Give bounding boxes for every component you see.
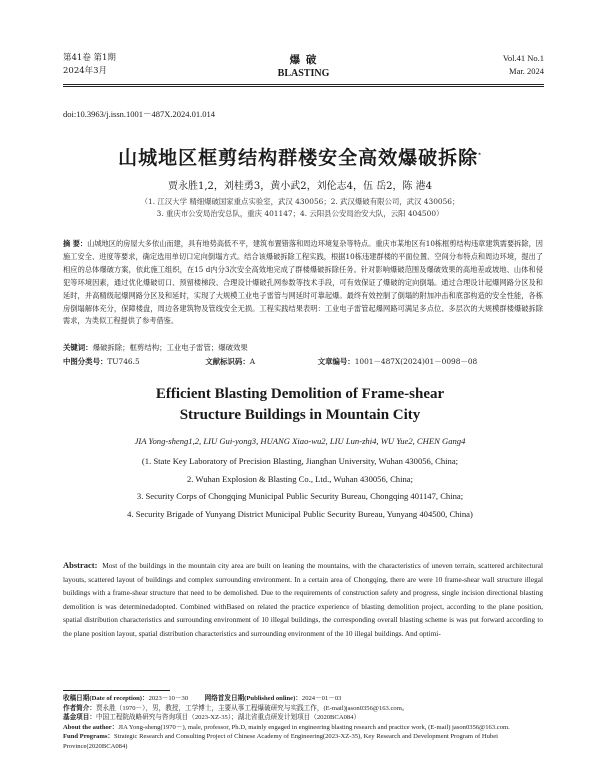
clc-label: 中图分类号： xyxy=(63,357,108,366)
fund-cn-text: 中国工程院战略研究与咨询项目（2023-XZ-35）；湖北省重点研发计划项目（2020BCA084） xyxy=(95,714,361,722)
title-en-line-2: Structure Buildings in Mountain City xyxy=(179,407,421,423)
authors-cn: 贾永胜1,2，刘桂勇3，黄小武2，刘伦志4，伍 岳2，陈 港4 xyxy=(167,181,433,192)
abstract-cn-label: 摘 要： xyxy=(63,239,88,248)
footnote-about-author xyxy=(63,723,543,733)
fund-en-label: Fund Programs： xyxy=(63,733,114,741)
journal-name-en: BLASTING xyxy=(277,68,330,79)
volume-cn: 第41卷 第1期 xyxy=(63,53,116,63)
keywords-cn xyxy=(63,342,543,353)
affiliations-en xyxy=(40,453,560,523)
classification-cn xyxy=(63,356,543,367)
fund-cn-label: 基金项目： xyxy=(63,714,96,722)
about-author-label: About the author： xyxy=(63,723,119,731)
title-en-line-1: Efficient Blasting Demolition of Frame-shear xyxy=(155,386,445,402)
online-date: 2024－01－03 xyxy=(301,695,342,702)
footnote-dates xyxy=(63,694,543,704)
abstract-en xyxy=(63,559,543,641)
abstract-cn-text: 山城地区的房屋大多依山而建，具有地势高低不平，建筑布置错落和周边环境复杂等特点。重庆市某地区有10栋框剪结构违章建筑需要拆除，因施工安全、进度等要求，确定选用单切口定向倒塌方式。结合该爆破拆除工程实践，根据10栋违建群楼的平面位置、空间分布特点和周边环境，提出了相应的总体爆破方案，依此施工组织，在15 d内分3次安全高效地完成了群楼爆破拆除任务。针对影响爆破范围及爆破效果的高地差或坡地、山体和侵犯等环境因素，通过优化爆破切口、预留楼梯段、合理设计爆破孔网参数等技术手段，可有效保证了爆破的定向倒塌。通过合理设计起爆网路分区及和延时，并高精级起爆网路分区及和延时，实现了大规模工业电子雷管与网延时可靠起爆。最终有效控制了倒塌的附加冲击和底部构造的安全性能，各栋房倒塌解体充分，保障楼盘，周边各建筑物及管线安全无损。工程实践结果表明：工业电子雷管起爆网路可满足多点位、多层次的大规模群楼爆破拆除需求，为类似工程提供了参考借鉴。 xyxy=(63,239,543,326)
title-cn xyxy=(0,143,600,170)
affiliation-en-line: 3. Security Corps of Chongqing Municipal Public Security Bureau, Chongqing 401147, China; xyxy=(136,491,464,501)
date-cn: 2024年3月 xyxy=(63,66,108,76)
running-header xyxy=(63,52,544,82)
header-right xyxy=(503,52,544,78)
title-cn-text: 山城地区框剪结构群楼安全高效爆破拆除 xyxy=(118,147,479,169)
affiliation-cn-line: 3. 重庆市公安局治安总队，重庆 401147；4. 云阳县公安局治安大队，云阳 404500） xyxy=(156,208,444,218)
keywords-cn-label: 关键词： xyxy=(63,343,93,352)
doc-code-label: 文献标识码： xyxy=(205,357,250,366)
affiliation-en-line: (1. State Key Laboratory of Precision Blasting, Jianghan University, Wuhan 430056, China; xyxy=(141,456,459,466)
abstract-cn xyxy=(63,238,543,328)
received-label: 收稿日期(Date of reception)： xyxy=(63,695,149,702)
footnote-author-cn xyxy=(63,704,543,714)
article-number-label: 文章编号： xyxy=(317,357,355,366)
author-cn-label: 作者简介： xyxy=(63,704,96,712)
keywords-cn-text: 爆破拆除；框剪结构；工业电子雷管；爆破效果 xyxy=(92,343,248,352)
about-author-text: JIA Yong-sheng(1970－), male, professor, Ph.D, mainly engaged in engineering blasting research and practice work, (E-mail) jason0356@163.com. xyxy=(118,723,510,731)
article-number-value: 1001－487X(2024)01－0098－08 xyxy=(354,357,478,366)
author-cn-text: 贾永胜（1970－），男，教授，工学博士，主要从事工程爆破研究与实践工作，(E-mail)jason0356@163.com。 xyxy=(95,704,409,712)
fund-en-text: Strategic Research and Consulting Project of Chinese Academy of Engineering(2023-XZ-35), Key Research and Development Program of Hubei Province(2020BCA084) xyxy=(63,733,498,750)
affiliation-en-line: 2. Wuhan Explosion & Blasting Co., Ltd., Wuhan 430056, China; xyxy=(186,473,413,484)
title-en xyxy=(0,384,600,426)
header-rule-2 xyxy=(63,86,544,87)
journal-name xyxy=(63,52,544,79)
abstract-en-text: Most of the buildings in the mountain city area are built on leaning the mountains, with the characteristics of uneven terrain, scattered architectural layouts, scattered layout of buildings and complex surrounding environment. In a certain area of Chongqing, there are were 10 frame-shear wall structure illegal buildings with a frame-shear structure that need to be demolished. Due to the requirements of construction safety and progress, single incision directional blasting demolition is was determinedadopted. Combined withBased on related the practice experience of blasting demolition project, according to the plane position, spatial distribution characteristics and surrounding environment of 10 illegal buildings, the corresponding overall blasting scheme is was put forward according to the plane position layout, spatial distribution characteristics and surrounding environment of the 10 illegal buildings. And optimi- xyxy=(63,561,543,638)
journal-name-cn: 爆 破 xyxy=(289,54,318,66)
online-label: 网络首发日期(Published online)： xyxy=(204,695,302,702)
footnote-fund-en xyxy=(63,732,543,751)
abstract-en-label: Abstract: xyxy=(63,560,98,570)
footnotes xyxy=(63,694,543,752)
clc-value: TU746.5 xyxy=(107,357,140,366)
volume-en: Vol.41 No.1 xyxy=(502,53,544,63)
footnote-fund-cn xyxy=(63,713,543,723)
date-en: Mar. 2024 xyxy=(509,66,544,76)
authors-en: JIA Yong-sheng1,2, LIU Gui-yong3, HUANG Xiao-wu2, LIU Lun-zhi4, WU Yue2, CHEN Gang4 xyxy=(134,436,466,446)
doc-code-value: A xyxy=(249,357,256,366)
affiliations-cn xyxy=(0,196,600,219)
footnote-rule xyxy=(63,690,170,691)
affiliation-cn-line: （1. 江汉大学 精细爆破国家重点实验室，武汉 430056；2. 武汉爆破有限公司，武汉 430056； xyxy=(140,197,460,206)
affiliation-en-line: 4. Security Brigade of Yunyang District Municipal Public Security Bureau, Yunyang 404500, China) xyxy=(127,508,473,519)
doi: doi:10.3963/j.issn.1001－487X.2024.01.014 xyxy=(63,109,216,119)
title-footnote-mark: * xyxy=(478,152,482,159)
received-date: 2023－10－30 xyxy=(148,695,189,702)
header-rule xyxy=(63,84,544,85)
